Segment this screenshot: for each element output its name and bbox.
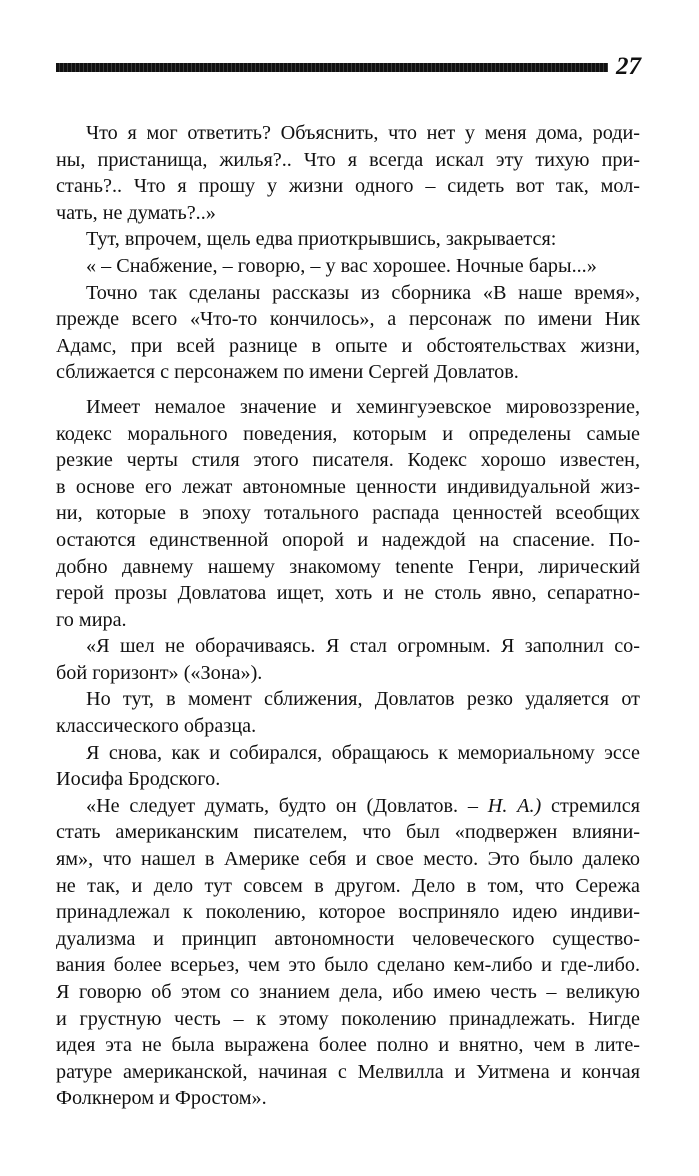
header-rule [56, 63, 608, 72]
text-line: Фолкнером и Фростом». [56, 1087, 267, 1110]
text-line: ям», что нашел в Америке себя и свое место. Это было далеко [56, 848, 640, 871]
text-line: идея эта не была выражена более полно и внятно, чем в лите- [56, 1034, 640, 1057]
text-line: сближается с персонажем по имени Сергей Довлатов. [56, 361, 519, 384]
text-line: прежде всего «Что-то кончилось», а персонаж по имени Ник [56, 308, 640, 331]
text-line: и грустную честь – к этому поколению принадлежать. Нигде [56, 1007, 640, 1030]
text-line: «Я шел не оборачиваясь. Я стал огромным. Я заполнил со- [86, 635, 640, 658]
text-line: стань?.. Что я прошу у жизни одного – сидеть вот так, мол- [56, 175, 640, 198]
page-body [56, 120, 640, 1112]
text-line: Точно так сделаны рассказы из сборника «В наше время», [86, 281, 640, 304]
text-line: чать, не думать?..» [56, 201, 216, 224]
paragraph [56, 633, 640, 686]
text-line: Адамс, при всей разнице в опыте и обстоятельствах жизни, [56, 334, 640, 357]
text-line: стать американским писателем, что был «подвержен влияни- [56, 821, 640, 844]
text-line: принадлежал к поколению, которое восприняло идею индиви- [56, 901, 640, 924]
paragraph [56, 740, 640, 793]
text-line: не так, и дело тут совсем в другом. Дело в том, что Сережа [56, 874, 640, 897]
text-line: бой горизонт» («Зона»). [56, 661, 263, 684]
text-line: Но тут, в момент сближения, Довлатов резко удаляется от [86, 688, 640, 711]
text-line: Я говорю об этом со знанием дела, ибо имею честь – великую [56, 981, 640, 1003]
paragraph [56, 226, 640, 253]
text-line: дуализма и принцип автономности человеческого существо- [56, 927, 640, 950]
text-line: резкие черты стиля этого писателя. Кодекс хорошо известен, [56, 449, 640, 472]
paragraph [56, 253, 640, 280]
text-run: «Не следует думать, будто он (Довлатов. – [86, 794, 478, 817]
paragraph [56, 120, 640, 226]
text-line: Что я мог ответить? Объяснить, что нет у меня дома, роди- [86, 122, 640, 144]
text-line: Имеет немалое значение и хемингуэевское мировоззрение, [86, 395, 640, 418]
text-line: ратуре американской, начиная с Мелвилла и Уитмена и кончая [56, 1060, 640, 1083]
text-line: классического образца. [56, 715, 257, 738]
paragraph [56, 280, 640, 386]
text-line: Я снова, как и собирался, обращаюсь к мемориальному эссе [86, 741, 640, 764]
paragraph [56, 793, 640, 1112]
text-line: го мира. [56, 608, 127, 631]
author-initials: Н. А.) [487, 794, 542, 817]
text-line [56, 793, 640, 820]
text-line: Тут, впрочем, щель едва приоткрывшись, закрывается: [86, 228, 557, 251]
text-line: остаются единственной опорой и надеждой на спасение. По- [56, 528, 640, 551]
paragraph [56, 394, 640, 633]
text-line: добно давнему нашему знакомому tenente Генри, лирический [56, 555, 640, 578]
text-line: ни, которые в эпоху тотального распада ценностей всеобщих [56, 502, 640, 525]
text-run: стремился [551, 794, 640, 817]
text-line: вания более всерьез, чем это было сделано кем-либо и где-либо. [56, 954, 640, 977]
text-line: в основе его лежат автономные ценности индивидуальной жиз- [56, 475, 640, 498]
text-line: Иосифа Бродского. [56, 768, 221, 791]
page-number: 27 [616, 53, 641, 80]
text-line: кодекс морального поведения, которым и определены самые [56, 422, 640, 445]
paragraph [56, 686, 640, 739]
text-line: герой прозы Довлатова ищет, хоть и не столь явно, сепаратно- [56, 582, 640, 605]
text-line: « – Снабжение, – говорю, – у вас хорошее. Ночные бары...» [86, 254, 597, 277]
text-line: ны, пристанища, жилья?.. Что я всегда искал эту тихую при- [56, 148, 640, 171]
